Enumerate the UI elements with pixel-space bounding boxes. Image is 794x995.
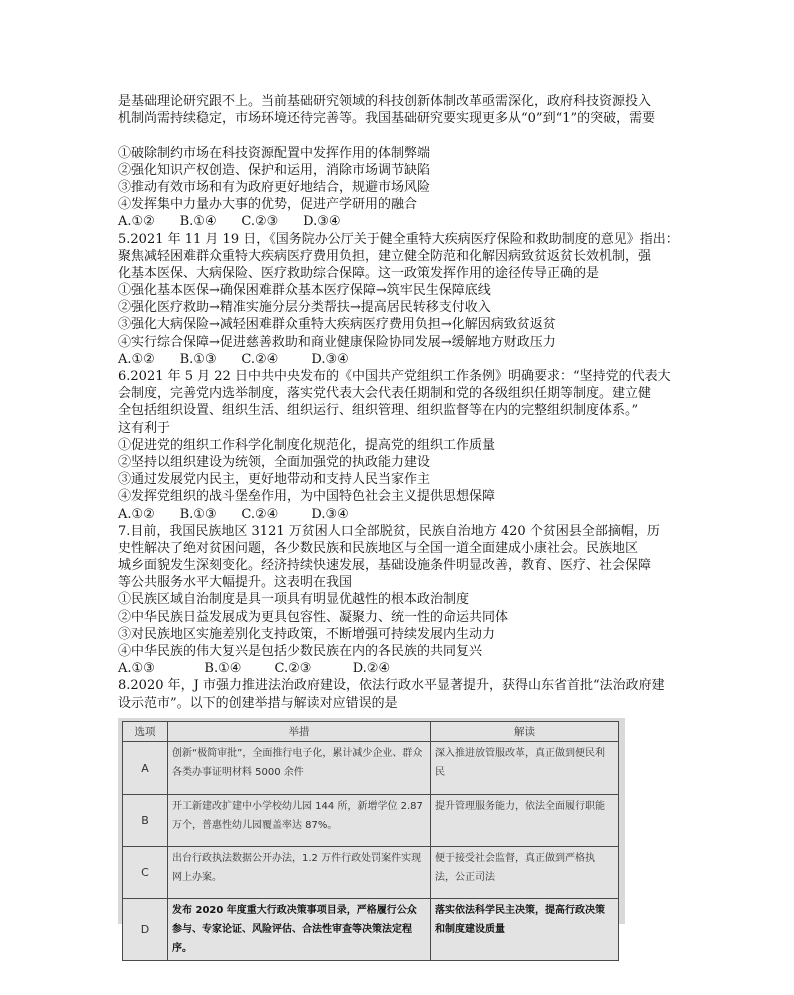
q6-stem-line: 这有利于 [118,420,171,436]
row-option-label: D [123,899,168,961]
q8-measures-table [122,721,619,961]
q6-statement-2: ②坚持以组织建设为统领，全面加强党的执政能力建设 [118,454,431,470]
row-interpretation: 落实依法科学民主决策，提高行政决策和制度建设质量 [431,899,619,961]
q7-statement-2: ②中华民族日益发展成为更具包容性、凝聚力、统一性的命运共同体 [118,609,509,625]
table-row [123,899,619,961]
q4-statement-1: ①破除制约市场在科技资源配置中发挥作用的体制弊端 [118,145,431,161]
q6-statement-3: ③通过发展党内民主，更好地带动和支持人民当家作主 [118,472,431,488]
q4-answer-options: A.①② B.①④ C.②③ D.③④ [118,214,341,230]
q6-statement-4: ④发挥党组织的战斗堡垒作用，为中国特色社会主义提供思想保障 [118,489,496,505]
q8-table-scan [118,718,625,954]
row-measure: 创新“极简审批”，全面推行电子化，累计减少企业、群众各类办事证明材料 5000 余件 [168,742,431,795]
q7-stem-line: 7.目前，我国民族地区 3121 万贫困人口全部脱贫，民族自治地方 420 个贫困县全部摘帽，历 [118,523,660,539]
q7-statement-1: ①民族区域自治制度是具一项具有明显优越性的根本政治制度 [118,592,470,608]
row-interpretation: 提升管理服务能力，依法全面履行职能 [431,795,619,847]
q7-statement-4: ④中华民族的伟大复兴是包括少数民族在内的各民族的共同复兴 [118,644,483,659]
q4-continuation-line [118,127,693,144]
q5-stem-line: 化基本医保、大病保险、医疗救助综合保障。这一政策发挥作用的途径传导正确的是 [118,265,600,281]
q4-statement-3: ③推动有效市场和有为政府更好地结合，规避市场风险 [118,179,431,195]
row-option-label: B [123,795,168,847]
q5-statement-4: ④实行综合保障→促进慈善救助和商业健康保险协同发展→缓解地方财政压力 [118,334,556,350]
q5-statement-3: ③强化大病保险→减轻困难群众重特大疾病医疗费用负担→化解因病致贫返贫 [118,317,556,333]
row-measure: 出台行政执法数据公开办法，1.2 万件行政处罚案件实现网上办案。 [168,847,431,899]
row-interpretation: 深入推进放管服改革，真正做到便民利民 [431,742,619,795]
q6-answer-options: A.①② B.①③ C.②④ D.③④ [118,506,349,522]
table-row [123,847,619,899]
q7-statement-3: ③对民族地区实施差别化支持政策，不断增强可持续发展内生动力 [118,626,496,642]
q4-statement-2: ②强化知识产权创造、保护和运用，消除市场调节缺陷 [118,162,431,178]
table-row [123,742,619,795]
q6-statement-1: ①促进党的组织工作科学化制度化规范化，提高党的组织工作质量 [118,437,496,453]
q7-stem-line: 史性解决了绝对贫困问题，各少数民族和民族地区与全国一道全面建成小康社会。民族地区 [118,540,639,556]
q7-stem-line: 等公共服务水平大幅提升。这表明在我国 [118,575,353,591]
row-measure: 发布 2020 年度重大行政决策事项目录，严格履行公众参与、专家论证、风险评估、合法性审查等决策法定程序。 [168,899,431,961]
table-row [123,795,619,847]
header-measure: 举措 [168,722,431,742]
q5-stem-line: 5.2021 年 11 月 19 日，《国务院办公厅关于健全重特大疾病医疗保险和救助制度的意见》指出： [118,231,679,247]
header-interpretation: 解读 [431,722,619,742]
q4-continuation-line: 是基础理论研究跟不上。当前基础研究领域的科技创新体制改革亟需深化，政府科技资源投入 [118,94,652,109]
question-text [118,93,693,712]
q5-answer-options: A.①② B.①③ C.②④ D.③④ [118,351,349,367]
q8-stem-line: 设示范市”。以下的创建举措与解读对应错误的是 [118,695,398,711]
q5-statement-2: ②强化医疗救助→精准实施分层分类帮扶→提高居民转移支付收入 [118,300,491,316]
q7-stem-line: 城乡面貌发生深刻变化。经济持续快速发展，基础设施条件明显改善，教育、医疗、社会保障 [118,558,652,574]
q6-stem-line: 6.2021 年 5 月 22 日中共中央发布的《中国共产党组织工作条例》明确要求：“坚持党的代表大 [118,369,671,384]
q4-statement-4: ④发挥集中力量办大事的优势，促进产学研用的融合 [118,197,418,213]
row-interpretation: 便于接受社会监督，真正做到严格执法，公正司法 [431,847,619,899]
q7-answer-options: A.①③ B.①④ C.②③ D.②④ [118,661,391,677]
row-measure: 开工新建改扩建中小学校幼儿园 144 所，新增学位 2.87 万个，普惠性幼儿园覆盖率达 87%。 [168,795,431,847]
row-option-label: C [123,847,168,899]
q6-stem-line: 会制度，完善党内选举制度，落实党代表大会代表任期制和党的各级组织任期等制度。建立健 [118,386,652,402]
q5-statement-1: ①强化基本医保→确保困难群众基本医疗保障→筑牢民生保障底线 [118,283,491,299]
row-option-label: A [123,742,168,795]
table-header-row [123,722,619,742]
q4-continuation-line: 机制尚需持续稳定，市场环境还待完善等。我国基础研究要实现更多从“0”到“1”的突破，需要 [118,111,656,127]
q8-stem-line: 8.2020 年，J 市强力推进法治政府建设，依法行政水平显著提升，获得山东省首批“法治政府建 [118,678,665,694]
q5-stem-line: 聚焦减轻困难群众重特大疾病医疗费用负担，建立健全防范和化解因病致贫返贫长效机制，强 [118,248,652,264]
header-option: 选项 [123,722,168,742]
q6-stem-line: 全包括组织设置、组织生活、组织运行、组织管理、组织监督等在内的完整组织制度体系。” [118,403,639,419]
